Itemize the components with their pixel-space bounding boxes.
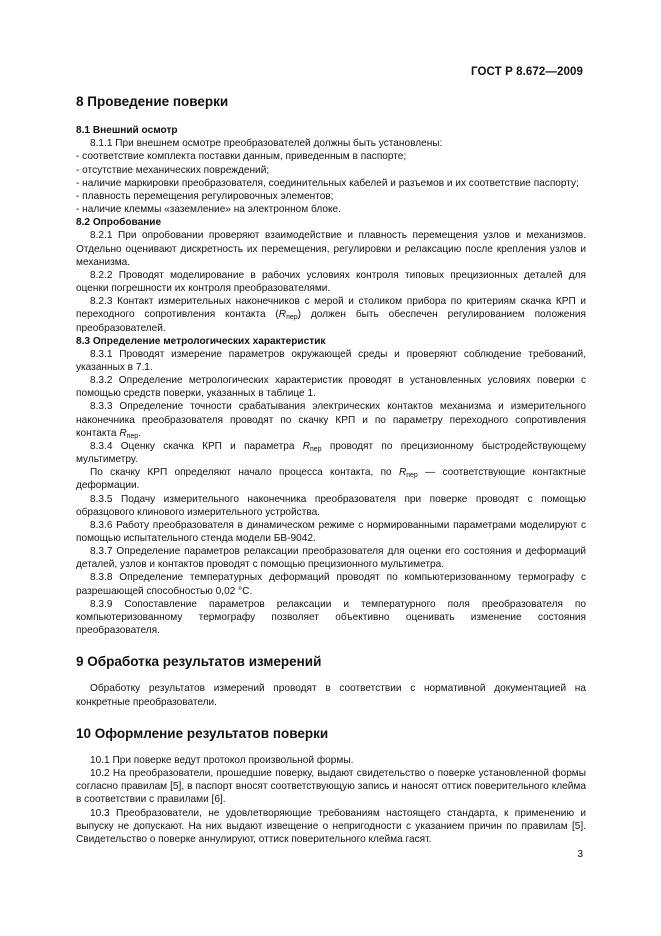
- section-8-title: 8 Проведение поверки: [76, 94, 229, 109]
- symbol-subscript: пер: [286, 314, 298, 322]
- text-segment: По скачку КРП определяют начало процесса контакта, по: [90, 467, 399, 479]
- paragraph-8-3-2: 8.3.2 Определение метрологических характеристик проводят в установленных условиях поверки с помощью средств поверки, указанных в таблице 1.: [76, 375, 586, 400]
- text-segment: 8.3.3 Определение точности срабатывания электрических контактов механизма и измерительного наконечника преобразователя проводят по скачку КРП и по параметру переходного сопротивления контакта: [76, 401, 586, 439]
- text-segment: 8.3.4 Оценку скачка КРП и параметра: [90, 440, 303, 452]
- symbol-subscript: пер: [406, 472, 418, 480]
- document-body: [76, 86, 586, 846]
- symbol-r: R: [398, 467, 407, 479]
- subsection-8-3-title: 8.3 Определение метрологических характеристик: [76, 335, 326, 347]
- paragraph-8-2-2: 8.2.2 Проводят моделирование в рабочих условиях контроля типовых прецизионных деталей для оценки погрешности их контроля преобразователями.: [76, 269, 586, 295]
- subsection-8-2-title: 8.2 Опробование: [76, 217, 162, 229]
- bullet-item: - наличие маркировки преобразователя, соединительных кабелей и разъемов и их соответствие паспорту;: [76, 177, 579, 189]
- paragraph-8-3-3: [76, 400, 586, 439]
- bullet-item: - отсутствие механических повреждений;: [76, 164, 270, 176]
- paragraph-8-3-5: 8.3.5 Подачу измерительного наконечника преобразователя при поверке проводят с помощью образцового клинового измерительного устройства.: [76, 493, 586, 518]
- symbol-r: R: [119, 427, 127, 439]
- text-segment: .: [138, 427, 141, 439]
- paragraph-8-3-1: 8.3.1 Проводят измерение параметров окружающей среды и проверяют соблюдение требований, указанных в 7.1.: [76, 348, 586, 373]
- page-number: 3: [577, 849, 583, 860]
- bullet-item: - наличие клеммы «заземление» на электронном блоке.: [76, 204, 341, 216]
- subsection-8-1-title: 8.1 Внешний осмотр: [76, 125, 178, 137]
- paragraph-10-3: 10.3 Преобразователи, не удовлетворяющие требованиям настоящего стандарта, к применению и выпуску не допускают. На них выдают извещение о непригодности с указанием причин по правилам [5]. Свидетельство о поверке аннулируют, оттиск поверительного клейма гасят.: [76, 807, 586, 845]
- paragraph-8-3-6: 8.3.6 Работу преобразователя в динамическом режиме с нормированными параметрами моделируют с помощью испытательного стенда модели БВ-9042.: [76, 519, 586, 544]
- paragraph-8-3-7: 8.3.7 Определение параметров релаксации преобразователя для оценки его состояния и деформаций деталей, узлов и контактов проводят с помощью прецизионного мультиметра.: [76, 546, 586, 571]
- document-code: ГОСТ Р 8.672—2009: [471, 66, 583, 78]
- paragraph-8-2-1: 8.2.1 При опробовании проверяют взаимодействие и плавность перемещения узлов и механизмов. Отдельно оценивают дискретность их перемещения, регулировки и релаксацию после крепления узлов и механизма.: [76, 230, 586, 268]
- paragraph-8-3-8: 8.3.8 Определение температурных деформаций проводят по компьютеризованному термографу с разрешающей способностью 0,02 °С.: [76, 572, 586, 597]
- text-segment: 8.2.3 Контакт измерительных наконечников с мерой и столиком прибора по критериям скачка КРП и переходного сопротивления контакта (: [76, 296, 586, 321]
- paragraph-8-3-4-cont: [76, 466, 586, 492]
- paragraph-8-3-4: [76, 440, 586, 466]
- paragraph-8-2-3: [76, 295, 586, 334]
- paragraph-10-1: 10.1 При поверке ведут протокол произвольной формы.: [90, 754, 354, 766]
- symbol-r: R: [278, 309, 287, 321]
- symbol-subscript: пер: [126, 432, 139, 440]
- text-segment: — соответствующие контактные деформации.: [76, 467, 586, 492]
- section-10-title: 10 Оформление результатов поверки: [76, 725, 329, 741]
- text-segment: проводят по прецизионному быстродействующему мультиметру.: [76, 440, 587, 466]
- symbol-subscript: пер: [310, 445, 322, 453]
- paragraph-8-3-9: 8.3.9 Сопоставление параметров релаксации и температурного поля преобразователя по компьютеризованному термографу позволяет объективно оценивать изменение состояния преобразователя.: [76, 598, 586, 637]
- paragraph-10-2: 10.2 На преобразователи, прошедшие поверку, выдают свидетельство о поверке установленной формы согласно правилам [5], в паспорт вносят соответствующую запись и наносят оттиск поверительного клейма в соответствии с правилами [6].: [76, 768, 586, 806]
- section-9-title: 9 Обработка результатов измерений: [76, 654, 322, 670]
- paragraph-8-1-1: 8.1.1 При внешнем осмотре преобразователей должны быть установлены:: [90, 138, 443, 150]
- text-segment: ) должен быть обеспечен регулированием положения преобразователей.: [76, 309, 586, 334]
- paragraph-9: Обработку результатов измерений проводят в соответствии с нормативной документацией на конкретные преобразователи.: [76, 683, 586, 708]
- bullet-item: - плавность перемещения регулировочных элементов;: [76, 190, 334, 202]
- bullet-item: - соответствие комплекта поставки данным, приведенным в паспорте;: [76, 151, 407, 163]
- symbol-r: R: [302, 440, 310, 452]
